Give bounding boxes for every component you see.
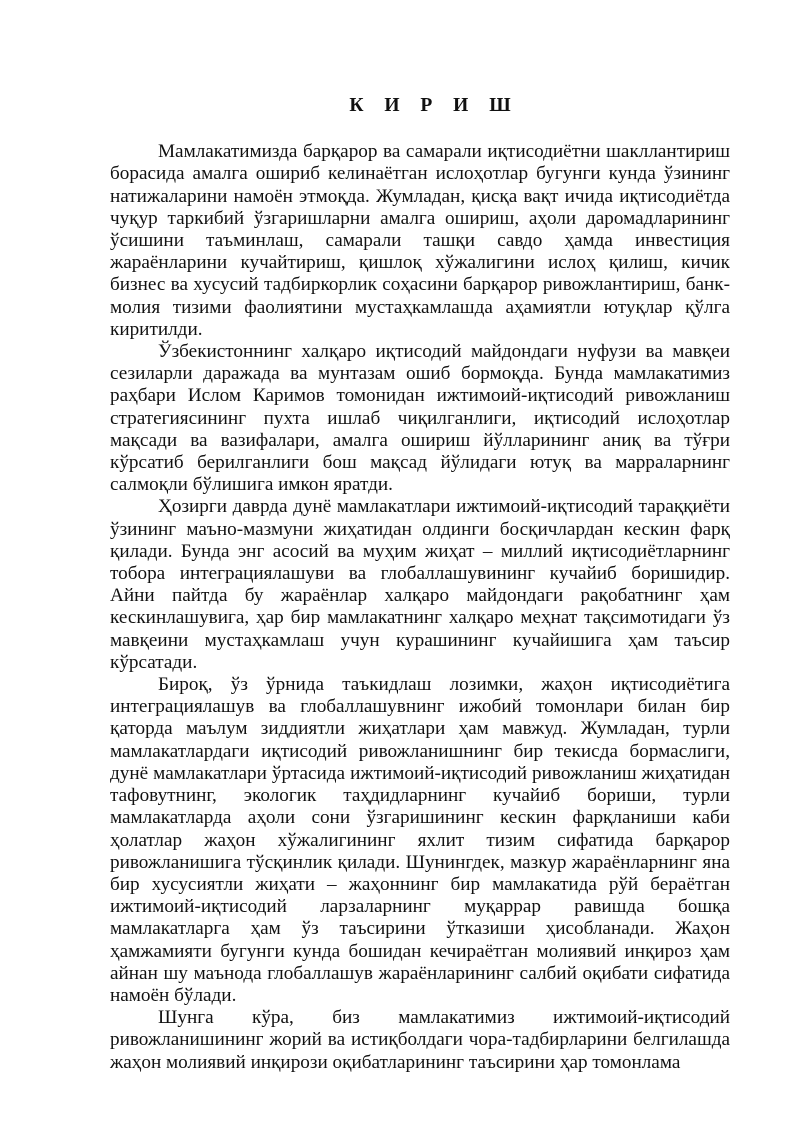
paragraph-3: Ҳозирги даврда дунё мамлакатлари ижтимоий-иқтисодий тараққиёти ўзининг маъно-мазмуни жиҳатидан олдинги босқичлардан кескин фарқ қилади. Бунда энг асосий ва муҳим жиҳат – миллий иқтисодиётларнинг тобора интеграциялашуви ва глобаллашувининг кучайиб боришидир. Айни пайтда бу жараёнлар халқаро майдондаги рақобатнинг ҳам кескинлашувига, ҳар бир мамлакатнинг халқаро меҳнат тақсимотидаги ўз мавқеини мустаҳкамлаш учун курашининг кучайишига ҳам таъсир кўрсатади. <box>110 496 730 673</box>
document-page <box>110 95 730 1074</box>
paragraph-4: Бироқ, ўз ўрнида таъкидлаш лозимки, жаҳон иқтисодиётига интеграциялашув ва глобаллашувнинг ижобий томонлари билан бир қаторда маълум зиддиятли жиҳатлари ҳам мавжуд. Жумладан, турли мамлакатлардаги иқтисодий ривожланишнинг бир текисда бормаслиги, дунё мамлакатлари ўртасида ижтимоий-иқтисодий ривожланиш жиҳатидан тафовутнинг, экологик таҳдидларнинг кучайиб бориши, турли мамлакатларда аҳоли сони ўзгаришининг кескин фарқланиши каби ҳолатлар жаҳон хўжалигининг яхлит тизим сифатида барқарор ривожланишига тўсқинлик қилади. Шунингдек, мазкур жараёнларнинг яна бир хусусиятли жиҳати – жаҳоннинг бир мамлакатида рўй бераётган ижтимоий-иқтисодий ларзаларнинг муқаррар равишда бошқа мамлакатларга ҳам ўз таъсирини ўтказиши ҳисобланади. Жаҳон ҳамжамияти бугунги кунда бошидан кечираётган молиявий инқироз ҳам айнан шу маънода глобаллашув жараёнларининг салбий оқибати сифатида намоён бўлади. <box>110 674 730 1006</box>
document-title: К И Р И Ш <box>349 95 519 116</box>
paragraph-2: Ўзбекистоннинг халқаро иқтисодий майдондаги нуфузи ва мавқеи сезиларли даражада ва мунтазам ошиб бормоқда. Бунда мамлакатимиз раҳбари Ислом Каримов томонидан ижтимоий-иқтисодий ривожланиш стратегиясининг пухта ишлаб чиқилганлиги, иқтисодий ислоҳотлар мақсади ва вазифалари, амалга ошириш йўлларининг аниқ ва тўғри кўрсатиб берилганлиги бош мақсад йўлидаги ютуқ ва марраларнинг салмоқли бўлишига имкон яратди. <box>110 341 730 496</box>
paragraph-1: Мамлакатимизда барқарор ва самарали иқтисодиётни шакллантириш борасида амалга ошириб келинаётган ислоҳотлар бугунги кунда ўзининг натижаларини намоён этмоқда. Жумладан, қисқа вақт ичида иқтисодиётда чуқур таркибий ўзгаришларни амалга ошириш, аҳоли даромадларининг ўсишини таъминлаш, самарали ташқи савдо ҳамда инвестиция жараёнларини кучайтириш, қишлоқ хўжалигини ислоҳ қилиш, кичик бизнес ва хусусий тадбиркорлик соҳасини барқарор ривожлантириш, банк-молия тизими фаолиятини мустаҳкамлашда аҳамиятли ютуқлар қўлга киритилди. <box>110 141 730 340</box>
paragraph-5: Шунга кўра, биз мамлакатимиз ижтимоий-иқтисодий ривожланишининг жорий ва истиқболдаги чора-тадбирларини белгилашда жаҳон молиявий инқирози оқибатларининг таъсирини ҳар томонлама <box>110 1007 730 1073</box>
